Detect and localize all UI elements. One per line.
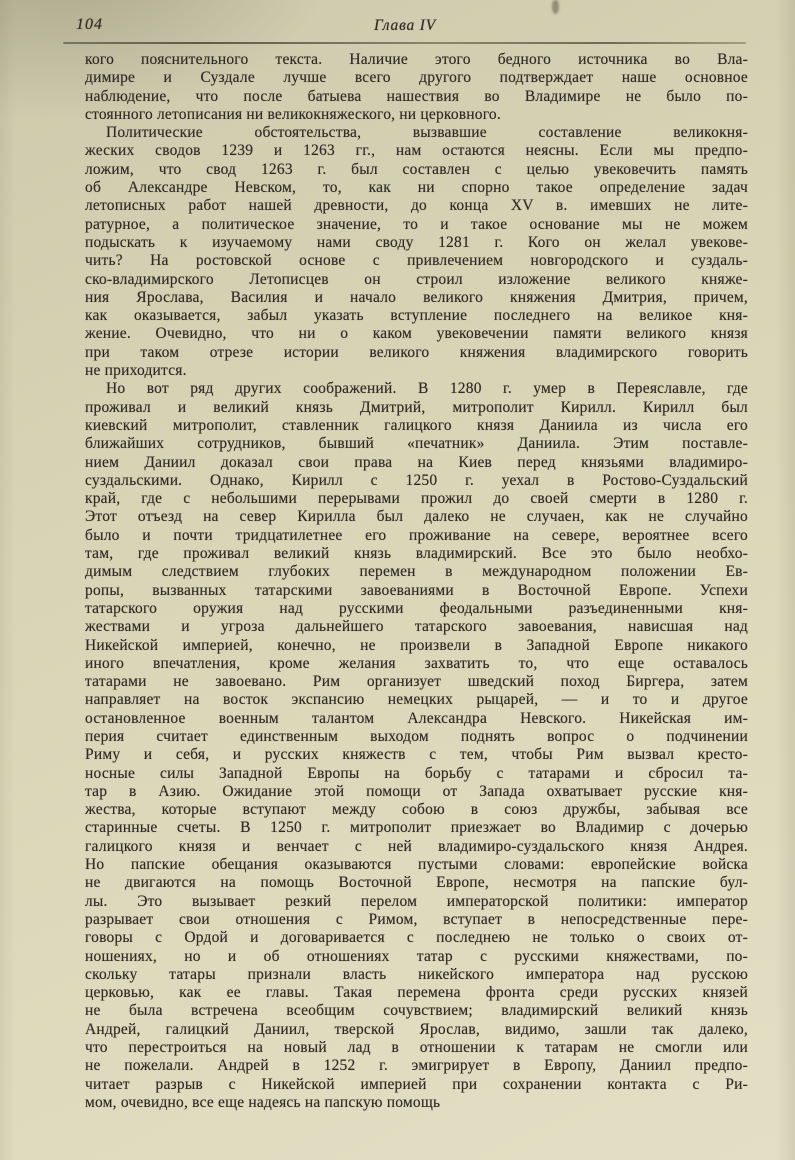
text-line: проживал и великий князь Дмитрий, митрополит Кирилл. Кирилл был bbox=[85, 398, 748, 416]
text-line: остановленное военным талантом Александра Невского. Никейская им- bbox=[85, 709, 748, 727]
text-line: не пожелали. Андрей в 1252 г. эмигрирует в Европу, Даниил предпо- bbox=[85, 1057, 748, 1075]
text-line: подыскать к изучаемому нами своду 1281 г. Кого он желал увекове- bbox=[85, 233, 748, 251]
text-line: наблюдение, что после батыева нашествия во Владимире не было по- bbox=[85, 87, 748, 105]
text-line: киевский митрополит, ставленник галицкого князя Даниила из числа его bbox=[85, 416, 748, 434]
text-line: тар в Азию. Ожидание этой помощи от Запада охватывает русские кня- bbox=[85, 782, 748, 800]
text-line: жества, которые вступают между собою в союз дружбы, забывая все bbox=[85, 801, 748, 819]
text-line: не была встречена всеобщим сочувствием; владимирский великий князь bbox=[85, 1002, 748, 1020]
text-line: разрывает свои отношения с Римом, вступает в непосредственные пере- bbox=[85, 910, 748, 928]
text-line: жение. Очевидно, что ни о каком увековечении памяти великого князя bbox=[85, 325, 748, 343]
text-line: Андрей, галицкий Даниил, тверской Ярослав, видимо, зашли так далеко, bbox=[85, 1020, 748, 1038]
text-line: Но вот ряд других соображений. В 1280 г. умер в Переяславле, где bbox=[106, 380, 748, 398]
scan-smudge-mark bbox=[552, 0, 559, 14]
text-line: татарами не завоевано. Рим организует шведский поход Биргера, затем bbox=[85, 673, 748, 691]
text-line: ния Ярослава, Василия и начало великого княжения Дмитрия, причем, bbox=[85, 288, 748, 306]
text-line: димым следствием глубоких перемен в международном положении Ев- bbox=[85, 563, 748, 581]
text-line: чить? На ростовской основе с привлечением новгородского и суздаль- bbox=[85, 252, 748, 270]
text-line: как оказывается, забыл указать вступление последнего на великое кня- bbox=[85, 307, 748, 325]
text-line: не двигаются на помощь Восточной Европе, несмотря на папские бул- bbox=[85, 874, 748, 892]
text-line: об Александре Невском, то, как ни спорно такое определение задач bbox=[85, 179, 748, 197]
text-line: носные силы Западной Европы на борьбу с татарами и сбросил та- bbox=[85, 764, 748, 782]
text-line: не приходится. bbox=[85, 362, 187, 380]
text-line: ложим, что свод 1263 г. был составлен с целью увековечить память bbox=[85, 160, 748, 178]
text-line: стоянного летописания ни великокняжеского, ни церковного. bbox=[85, 105, 501, 123]
text-line: церковью, как ее главы. Такая перемена фронта среди русских князей bbox=[85, 984, 748, 1002]
text-line: старинные счеты. В 1250 г. митрополит приезжает во Владимир с дочерью bbox=[85, 819, 748, 837]
text-line: ближайших сотрудников, бывший «печатник» Даниила. Этим поставле- bbox=[85, 435, 748, 453]
text-line: ско-владимирского Летописцев он строил изложение великого княже- bbox=[85, 270, 748, 288]
text-line: что перестроиться на новый лад в отношении к татарам не смогли или bbox=[85, 1039, 748, 1057]
text-line: татарского оружия над русскими феодальными разъединенными кня- bbox=[85, 599, 748, 617]
text-line: Этот отъезд на север Кирилла был далеко не случаен, как не случайно bbox=[85, 508, 748, 526]
text-line: жествами и угроза дальнейшего татарского завоевания, нависшая над bbox=[85, 618, 748, 636]
text-line: Но папские обещания оказываются пустыми словами: европейские войска bbox=[85, 856, 748, 874]
text-line: ропы, вызванных татарскими завоеваниями в Восточной Европе. Успехи bbox=[85, 581, 748, 599]
text-line: было и почти тридцатилетнее его проживание на севере, вероятнее всего bbox=[85, 526, 748, 544]
chapter-title: Глава IV bbox=[374, 17, 436, 34]
text-line: лы. Это вызывает резкий перелом императорской политики: император bbox=[85, 892, 748, 910]
text-line: димире и Суздале лучше всего другого подтверждает наше основное bbox=[85, 69, 748, 87]
text-line: иного впечатления, кроме желания захватить то, что еще оставалось bbox=[85, 654, 748, 672]
text-line: направляет на восток экспансию немецких рыцарей, — и то и другое bbox=[85, 691, 748, 709]
header-rule bbox=[63, 42, 746, 44]
text-line: кого пояснительного текста. Наличие этого бедного источника во Вла- bbox=[85, 51, 748, 68]
text-line: скольку татары признали власть никейского императора над русскою bbox=[85, 965, 748, 983]
text-line: там, где проживал великий князь владимирский. Все это было необхо- bbox=[85, 545, 748, 563]
text-line: мом, очевидно, все еще надеясь на папскую помощь bbox=[85, 1093, 441, 1111]
page-number: 104 bbox=[76, 16, 103, 33]
text-line: галицкого князя и венчает с ней владимиро-суздальского князя Андрея. bbox=[85, 837, 748, 855]
paragraph bbox=[85, 380, 748, 1112]
text-line: жеских сводов 1239 и 1263 гг., нам остаются неясны. Если мы предпо- bbox=[85, 142, 748, 160]
text-line: нием Даниил доказал свои права на Киев перед князьями владимиро- bbox=[85, 453, 748, 471]
text-line: Риму и себя, и русских княжеств с тем, чтобы Рим вызвал кресто- bbox=[85, 746, 748, 764]
text-line: перия считает единственным выходом поднять вопрос о подчинении bbox=[85, 727, 748, 745]
text-line: Никейской империей, конечно, не произвели в Западной Европе никакого bbox=[85, 636, 748, 654]
text-line: Политические обстоятельства, вызвавшие составление великокня- bbox=[106, 124, 748, 142]
text-line: при таком отрезе истории великого княжения владимирского говорить bbox=[85, 343, 748, 361]
text-line: край, где с небольшими перерывами прожил до своей смерти в 1280 г. bbox=[85, 490, 748, 508]
text-line: ратурное, а политическое значение, то и такое основание мы не можем bbox=[85, 215, 748, 233]
body-text bbox=[85, 51, 748, 1112]
text-line: читает разрыв с Никейской империей при сохранении контакта с Ри- bbox=[85, 1075, 748, 1093]
text-line: летописных работ нашей древности, до конца XV в. имевших не лите- bbox=[85, 197, 748, 215]
paragraph bbox=[85, 124, 748, 380]
paragraph bbox=[85, 51, 748, 124]
text-line: ношениях, но и об отношениях татар с русскими княжествами, по- bbox=[85, 947, 748, 965]
text-line: суздальскими. Однако, Кирилл с 1250 г. уехал в Ростово-Суздальский bbox=[85, 471, 748, 489]
text-line: говоры с Ордой и договаривается с последнею не только о своих от- bbox=[85, 929, 748, 947]
